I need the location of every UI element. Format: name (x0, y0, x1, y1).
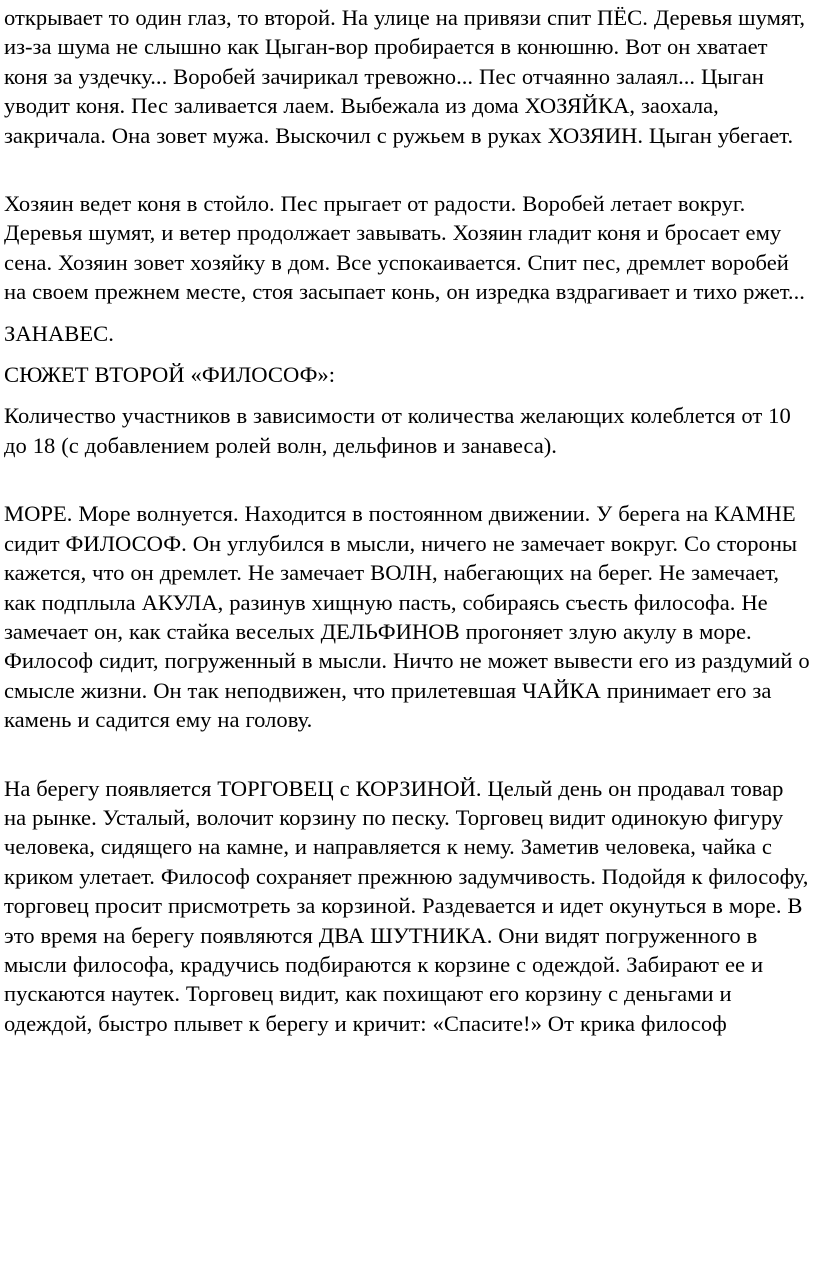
paragraph-participants-count: Количество участников в зависимости от количества желающих колеблется от 10 до 18 (с добавлением ролей волн, дельфинов и занавеса). (4, 403, 791, 458)
paragraph-sea-philosopher: МОРЕ. Море волнуется. Находится в постоянном движении. У берега на КАМНЕ сидит ФИЛОСОФ. Он углубился в мысли, ничего не замечает вокруг. Со стороны кажется, что он дремлет. Не замечает ВОЛН, набегающих на берег. Не замечает, как подплыла АКУЛА, разинув хищную пасть, собираясь съесть философа. Не замечает он, как стайка веселых ДЕЛЬФИНОВ прогоняет злую акулу в море. Философ сидит, погруженный в мысли. Ничто не может вывести его из раздумий о смысле жизни. Он так неподвижен, что прилетевшая ЧАЙКА принимает его за камень и садится ему на голову. (4, 501, 810, 733)
section-heading-philosopher: СЮЖЕТ ВТОРОЙ «ФИЛОСОФ»: (4, 362, 335, 388)
paragraph-horse-theft: открывает то один глаз, то второй. На улице на привязи спит ПЁС. Деревья шумят, из-за шума не слышно как Цыган-вор пробирается в конюшню. Вот он хватает коня за уздечку... Воробей зачирикал тревожно... Пес отчаянно залаял... Цыган уводит коня. Пес заливается лаем. Выбежала из дома ХОЗЯЙКА, заохала, закричала. Она зовет мужа. Выскочил с ружьем в руках ХОЗЯИН. Цыган убегает. (4, 5, 806, 148)
paragraph-curtain: ЗАНАВЕС. (4, 320, 114, 346)
paragraph-merchant-basket: На берегу появляется ТОРГОВЕЦ с КОРЗИНОЙ. Целый день он продавал товар на рынке. Усталый, волочит корзину по песку. Торговец видит одинокую фигуру человека, сидящего на камне, и направляется к нему. Заметив человека, чайка с криком улетает. Философ сохраняет прежнюю задумчивость. Подойдя к философу, торговец просит присмотреть за корзиной. Раздевается и идет окунуться в море. В это время на берегу появляются ДВА ШУТНИКА. Они видят погруженного в мысли философа, крадучись подбираются к корзине с одеждой. Забирают ее и пускаются наутек. Торговец видит, как похищают его корзину с деньгами и одеждой, быстро плывет к берегу и кричит: «Спасите!» От крика философ (4, 775, 809, 1036)
paragraph-owner-returns-horse: Хозяин ведет коня в стойло. Пес прыгает от радости. Воробей летает вокруг. Деревья шумят, и ветер продолжает завывать. Хозяин гладит коня и бросает ему сена. Хозяин зовет хозяйку в дом. Все успокаивается. Спит пес, дремлет воробей на своем прежнем месте, стоя засыпает конь, он изредка вздрагивает и тихо ржет... (4, 191, 805, 305)
